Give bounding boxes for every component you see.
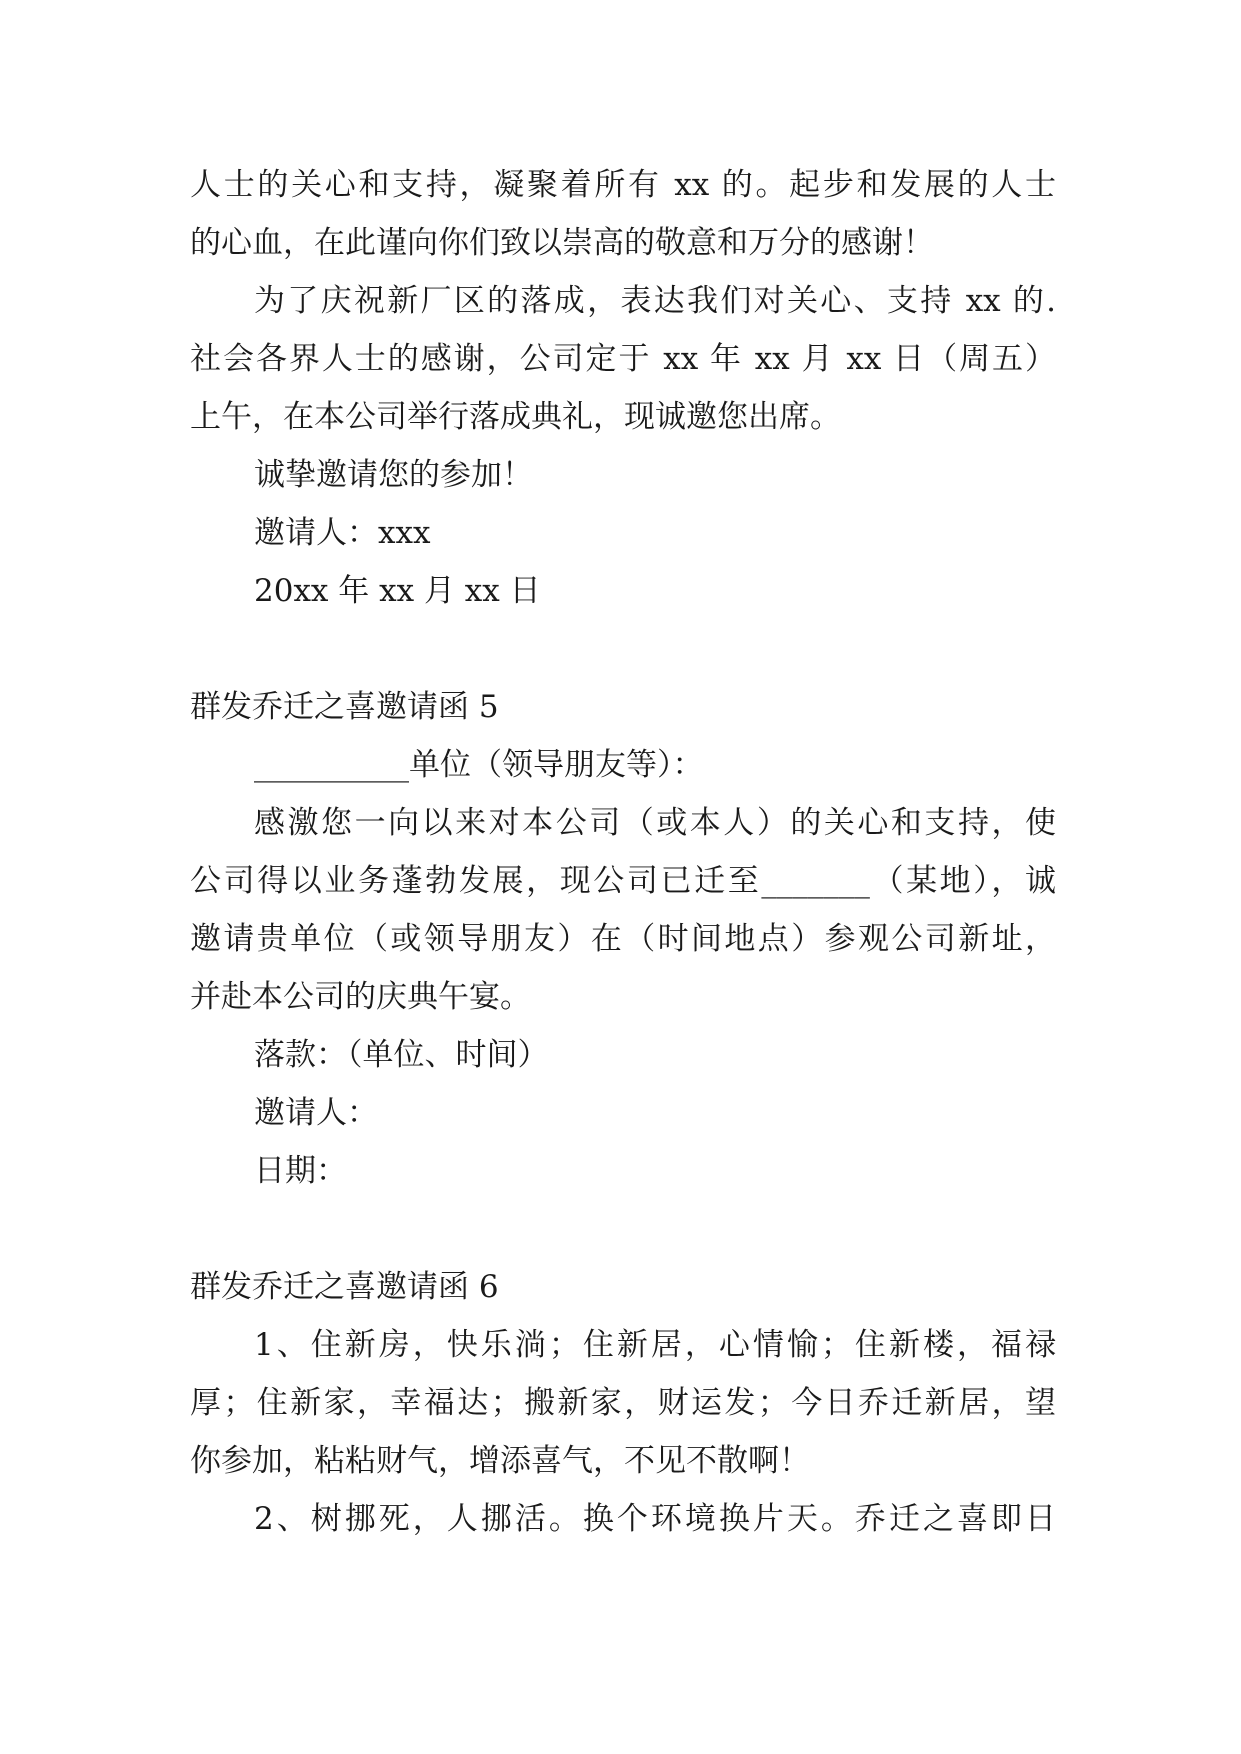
paragraph-line: 1、住新房，快乐淌；住新居，心情愉；住新楼，福禄 <box>254 1327 1056 1363</box>
document-page <box>190 156 1056 1548</box>
paragraph-line: 上午，在本公司举行落成典礼，现诚邀您出席。 <box>190 399 841 435</box>
paragraph-line: 社会各界人士的感谢，公司定于 xx 年 xx 月 xx 日（周五） <box>190 341 1056 377</box>
paragraph-line: 你参加，粘粘财气，增添喜气，不见不散啊！ <box>190 1443 810 1479</box>
date-line: 20xx 年 xx 月 xx 日 <box>254 573 541 609</box>
paragraph-line: 感激您一向以来对本公司（或本人）的关心和支持，使 <box>254 805 1056 841</box>
paragraph-line: 并赴本公司的庆典午宴。 <box>190 979 531 1015</box>
section-gap <box>190 620 1056 678</box>
paragraph-line: 2、树挪死，人挪活。换个环境换片天。乔迁之喜即日 <box>254 1501 1056 1537</box>
paragraph-line: 为了庆祝新厂区的落成，表达我们对关心、支持 xx 的. <box>254 283 1056 319</box>
inviter-line: 邀请人：xxx <box>254 515 431 551</box>
salutation-line: __________单位（领导朋友等）： <box>254 747 704 783</box>
section-title: 群发乔迁之喜邀请函 5 <box>190 689 499 725</box>
paragraph-line: 人士的关心和支持，凝聚着所有 xx 的。起步和发展的人士 <box>190 167 1056 203</box>
paragraph-line: 的心血，在此谨向你们致以崇高的敬意和万分的感谢！ <box>190 225 934 261</box>
paragraph-line: 公司得以业务蓬勃发展，现公司已迁至_______（某地），诚 <box>190 863 1056 899</box>
section-gap <box>190 1200 1056 1258</box>
closing-line: 诚挚邀请您的参加！ <box>254 457 533 493</box>
inviter-line: 邀请人： <box>254 1095 378 1131</box>
signature-line: 落款：（单位、时间） <box>254 1037 549 1073</box>
section-title: 群发乔迁之喜邀请函 6 <box>190 1269 499 1305</box>
paragraph-line: 厚；住新家，幸福达；搬新家，财运发；今日乔迁新居，望 <box>190 1385 1056 1421</box>
paragraph-line: 邀请贵单位（或领导朋友）在（时间地点）参观公司新址， <box>190 921 1056 957</box>
date-line: 日期： <box>254 1153 347 1189</box>
